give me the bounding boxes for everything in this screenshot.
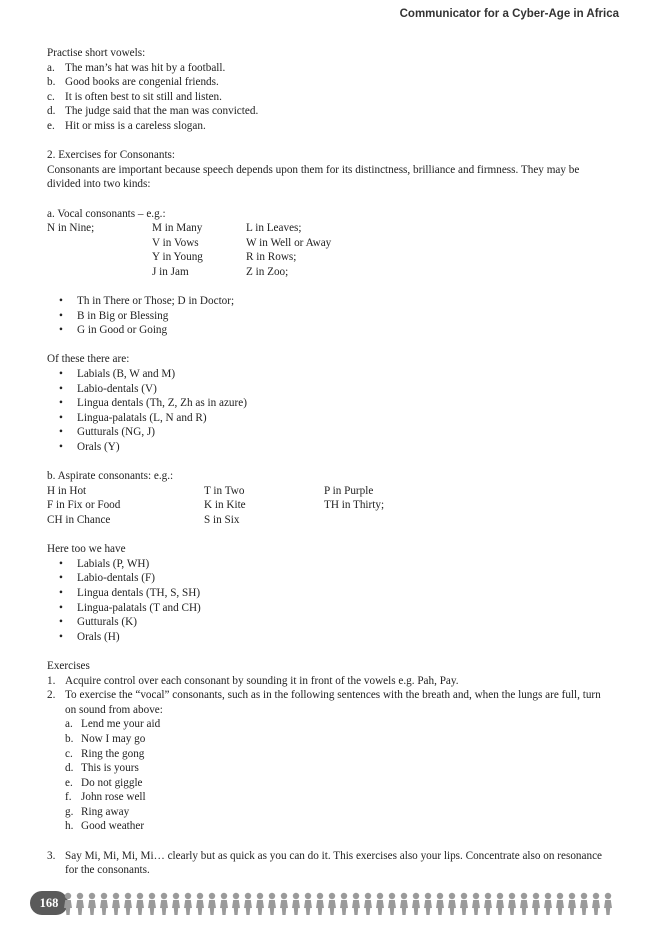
person-figure-icon [436,893,444,915]
table-row [47,221,613,236]
list-marker: c. [47,90,55,103]
aspirate-types-heading: Here too we have [47,543,126,556]
list-item [47,75,613,90]
person-figure-icon [220,893,228,915]
short-vowels-heading: Practise short vowels: [47,47,146,59]
person-figure-icon [148,893,156,915]
person-figure-icon [400,893,408,915]
person-figure-icon [208,893,216,915]
person-figure-icon [532,893,540,915]
list-item-text: Do not giggle [81,776,143,789]
table-cell: L in Leaves; [246,222,302,235]
person-figure-icon [316,893,324,915]
list-item-text: Lend me your aid [81,718,161,731]
list-marker: a. [47,61,55,74]
person-figure-icon [184,893,192,915]
list-item [47,90,613,105]
person-figure-icon [280,893,288,915]
list-item-text: Good weather [81,820,145,833]
table-row [47,236,613,251]
list-item [65,717,613,732]
vocal-consonants-table [47,221,613,279]
person-figure-icon [472,893,480,915]
person-figure-icon [520,893,528,915]
list-item: • B in Big or Blessing [47,309,613,324]
person-figure-icon [232,893,240,915]
person-figure-icon [292,893,300,915]
list-item-text: Ring away [81,805,130,818]
person-figure-icon [496,893,504,915]
vocal-sentences-list [65,717,613,834]
person-figure-icon [376,893,384,915]
person-figure-icon [508,893,516,915]
vocal-examples-list [47,294,613,338]
list-item: • Lingua-palatals (T and CH) [47,601,613,616]
table-cell: F in Fix or Food [47,499,121,512]
list-item: • Gutturals (K) [47,615,613,630]
list-marker: a. [65,718,73,731]
list-marker: b. [65,732,74,745]
list-number: 2. [47,689,56,702]
list-item: • Orals (H) [47,630,613,645]
list-number: 3. [47,849,56,862]
running-header: Communicator for a Cyber-Age in Africa [399,8,619,20]
person-figure-icon [304,893,312,915]
person-figure-icon [580,893,588,915]
consonants-heading: 2. Exercises for Consonants: [47,149,176,162]
list-item-text: To exercise the “vocal” consonants, such as in the following sentences with the breath and, when the lungs are full, turn on sound from above: [65,689,601,716]
list-marker: b. [47,76,56,89]
person-figure-icon [352,893,360,915]
list-item-text: It is often best to sit still and listen. [65,90,222,103]
vocal-consonants-heading: a. Vocal consonants – e.g.: [47,207,166,220]
person-figure-icon [388,893,396,915]
table-row [47,498,613,513]
exercises-heading: Exercises [47,659,90,672]
person-figure-icon [592,893,600,915]
table-row [47,265,613,280]
list-item [47,119,613,134]
person-figure-icon [328,893,336,915]
list-item: • Gutturals (NG, J) [47,425,613,440]
person-figure-icon [544,893,552,915]
person-figure-icon [100,893,108,915]
person-figure-icon [340,893,348,915]
person-figure-icon [424,893,432,915]
person-figure-icon [604,893,612,915]
list-item [47,674,613,689]
list-marker: c. [65,747,73,760]
list-marker: g. [65,805,74,818]
table-cell: V in Vows [152,236,199,249]
list-item: • Labials (B, W and M) [47,367,613,382]
consonants-intro: Consonants are important because speech depends upon them for its distinctness, brilliance and firmness. They may be divided into two kinds: [47,163,580,191]
person-figure-icon [124,893,132,915]
aspirate-types-list [47,557,613,645]
table-cell: Z in Zoo; [246,265,289,278]
list-item [47,61,613,76]
table-cell: T in Two [204,484,245,497]
list-item [65,761,613,776]
person-figure-icon [268,893,276,915]
list-item [47,849,613,878]
list-number: 1. [47,674,56,687]
person-figure-icon [196,893,204,915]
table-cell: M in Many [152,222,203,235]
aspirate-consonants-table [47,484,613,528]
person-figure-icon [136,893,144,915]
list-marker: h. [65,820,74,833]
short-vowels-list [47,61,613,134]
list-item: • Orals (Y) [47,440,613,455]
person-figure-icon [568,893,576,915]
list-marker: d. [47,105,56,118]
page-number: 168 [30,891,68,915]
list-item: • Lingua-palatals (L, N and R) [47,411,613,426]
list-item [65,819,613,834]
list-item-text: Now I may go [81,732,146,745]
table-cell: S in Six [204,514,240,526]
vocal-types-heading: Of these there are: [47,353,130,366]
list-item: • Labio-dentals (F) [47,571,613,586]
person-figure-icon [364,893,372,915]
page-body [47,46,613,878]
page-footer [30,891,620,917]
list-item-text: The man’s hat was hit by a football. [65,61,226,74]
person-figure-icon [88,893,96,915]
list-item-text: Say Mi, Mi, Mi, Mi… clearly but as quick as you can do it. This exercises also your lips. Concentrate also on resonance for the consonants. [65,849,602,877]
person-figure-icon [484,893,492,915]
person-figure-icon [76,893,84,915]
list-item: • G in Good or Going [47,323,613,338]
people-figures-icon [64,892,620,916]
table-cell [47,265,152,280]
list-item [47,104,613,119]
list-item: • Labio-dentals (V) [47,382,613,397]
list-marker: e. [65,776,73,789]
person-figure-icon [460,893,468,915]
person-figure-icon [64,893,72,915]
list-marker: e. [47,119,55,132]
person-figure-icon [160,893,168,915]
list-item-text: Good books are congenial friends. [65,76,219,89]
table-cell: W in Well or Away [246,236,332,249]
list-item: • Lingua dentals (Th, Z, Zh as in azure) [47,396,613,411]
exercises-list-continued [47,849,613,878]
exercises-list [47,674,613,835]
list-item [47,688,613,834]
vocal-types-list [47,367,613,455]
table-row [47,484,613,499]
aspirate-consonants-heading: b. Aspirate consonants: e.g.: [47,470,174,483]
person-figure-icon [412,893,420,915]
list-item [65,790,613,805]
list-item: • Lingua dentals (TH, S, SH) [47,586,613,601]
person-figure-icon [256,893,264,915]
table-cell: P in Purple [324,484,374,497]
table-cell [47,250,152,265]
list-marker: f. [65,791,72,804]
table-cell: K in Kite [204,499,246,512]
table-row [47,250,613,265]
list-item-text: Hit or miss is a careless slogan. [65,119,206,132]
table-cell: CH in Chance [47,514,111,526]
list-item-text: Acquire control over each consonant by sounding it in front of the vowels e.g. Pah, Pay. [65,674,459,687]
table-cell: TH in Thirty; [324,499,385,512]
person-figure-icon [244,893,252,915]
table-cell: J in Jam [152,265,189,278]
table-cell: R in Rows; [246,251,297,264]
table-cell: H in Hot [47,484,87,497]
list-item [65,805,613,820]
person-figure-icon [172,893,180,915]
person-figure-icon [556,893,564,915]
list-item: • Th in There or Those; D in Doctor; [47,294,613,309]
table-row [47,513,613,528]
list-item [65,732,613,747]
person-figure-icon [448,893,456,915]
table-cell: Y in Young [152,251,203,264]
person-figure-icon [112,893,120,915]
list-item-text: This is yours [81,762,139,775]
table-cell: N in Nine; [47,222,95,235]
list-item: • Labials (P, WH) [47,557,613,572]
list-item [65,747,613,762]
list-item-text: John rose well [81,791,146,804]
list-item [65,776,613,791]
list-marker: d. [65,762,74,775]
table-cell [47,236,152,251]
list-item-text: The judge said that the man was convicted. [65,105,259,118]
list-item-text: Ring the gong [81,747,145,760]
